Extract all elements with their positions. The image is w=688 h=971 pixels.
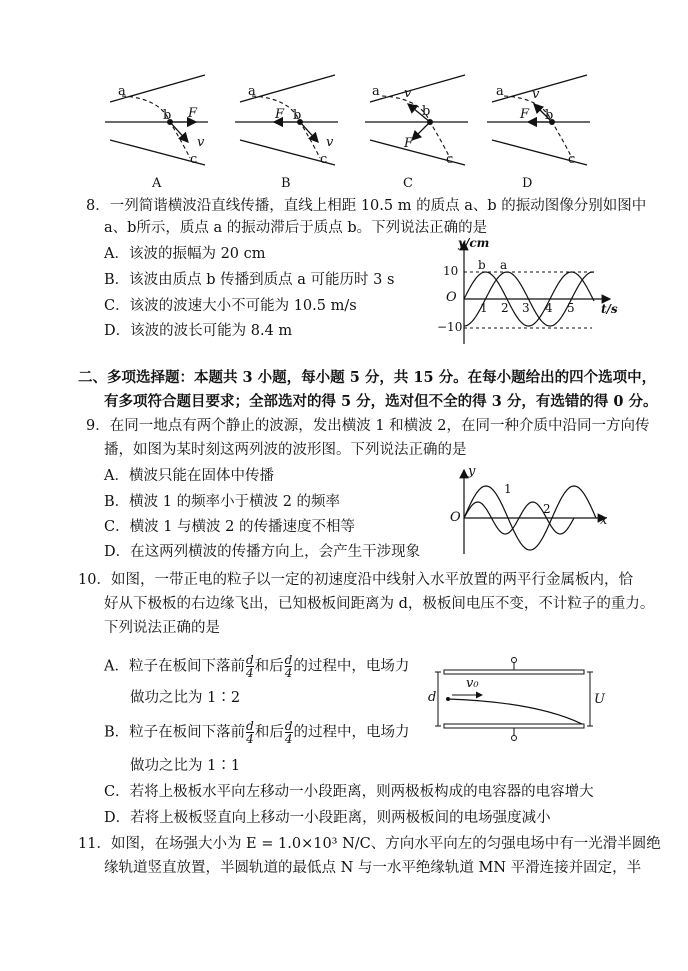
a-label-v: v [197,135,205,150]
q10-fig-u-label: U [594,692,605,707]
q10-option-b [104,720,410,745]
section2-heading-line2: 有多项符合题目要求；全部选对的得 5 分，选对但不全的得 3 分，有选错的得 0 分。 [104,393,658,410]
q10-option-a [104,654,409,679]
q8-option-d: D．该波的波长可能为 8.4 m [104,323,293,339]
q8-graph-ylabel: y/cm [458,236,490,250]
q8-stem-line1: 8．一列简谐横波沿直线传播，直线上相距 10.5 m 的质点 a、b 的振动图像分别如图中 [86,198,647,214]
q8-option-c: C．该波的波速大小不可能为 10.5 m/s [104,298,357,314]
q8-graph-tick-4: 4 [545,301,553,315]
fraction-d-over-4: $\frac{d}{4}$ [246,719,254,746]
q10-option-b-line2: 做功之比为 1∶1 [130,758,241,774]
q9-graph-wave2-label: 2 [543,502,551,516]
q10-option-b-post: 的过程中，电场力 [293,724,410,741]
q8-vibration-graph [442,236,622,348]
c-label-c: c [446,152,454,167]
q10-option-d: D．若将上极板竖直向上移动一小段距离，则两极板间的电场强度减小 [104,810,551,826]
q9-option-d: D．在这两列横波的传播方向上，会产生干涉现象 [104,544,421,560]
option-label-a: A [152,176,162,191]
d-label-f: F [520,107,530,122]
q8-graph-curve-b-label: b [478,258,486,272]
q8-graph-xlabel: t/s [601,302,618,316]
b-label-c: c [320,152,328,167]
b-label-b: b [293,108,302,123]
fraction-d-over-4: $\frac{d}{4}$ [245,653,254,680]
c-label-b: b [422,104,431,119]
q10-stem-line1: 10．如图，一带正电的粒子以一定的初速度沿中线射入水平放置的两平行金属板内，恰 [78,572,633,588]
q8-stem-line2: a、b所示，质点 a 的振动滞后于质点 b。下列说法正确的是 [104,220,488,236]
q8-graph-ymin: −10 [437,320,463,334]
c-label-a: a [372,84,380,99]
q10-capacitor-figure [426,656,610,742]
q10-option-c: C．若将上极板水平向左移动一小段距离，则两极板构成的电容器的电容增大 [104,784,594,800]
q8-graph-curve-a-label: a [500,258,508,272]
d-label-v: v [532,87,540,102]
d-label-a: a [496,84,504,99]
q9-stem-line1: 9．在同一地点有两个静止的波源，发出横波 1 和横波 2，在同一种介质中沿同一方向传 [86,418,650,434]
c-label-f: F [404,136,414,151]
q9-graph-ylabel: y [468,464,476,479]
q11-stem-line2: 缘轨道竖直放置，半圆轨道的最低点 N 与一水平绝缘轨道 MN 平滑连接并固定，半 [104,860,642,876]
option-label-c: C [403,176,413,191]
q8-option-a: A．该波的振幅为 20 cm [104,246,266,262]
section2-heading-line1: 二、多项选择题：本题共 3 小题，每小题 5 分，共 15 分。在每小题给出的四个选项中， [78,369,657,386]
q9-graph-origin: O [450,510,461,525]
c-label-v: v [404,86,412,101]
q8-option-b: B．该波由质点 b 传播到质点 a 可能历时 3 s [104,272,395,288]
q8-graph-tick-5: 5 [567,301,575,315]
option-label-b: B [281,176,291,191]
a-label-c: c [190,152,198,167]
q10-option-a-line2: 做功之比为 1∶2 [130,690,241,706]
q10-option-a-post: 的过程中，电场力 [293,658,410,675]
q10-option-b-mid: 和后 [254,724,284,741]
q11-stem-line1: 11．如图，在场强大小为 E = 1.0×10³ N/C、方向水平向左的匀强电场中有一光滑半圆绝 [78,836,661,852]
q9-waveform-graph [446,466,616,556]
b-label-a: a [248,84,256,99]
q8-graph-tick-2: 2 [501,301,509,315]
q10-stem-line3: 下列说法正确的是 [104,620,220,636]
fraction-d-over-4: $\frac{d}{4}$ [284,653,293,680]
q9-graph-xlabel: x [600,513,608,528]
a-label-a: a [118,84,126,99]
q9-option-b: B．横波 1 的频率小于横波 2 的频率 [104,494,341,510]
q10-option-a-mid: 和后 [254,658,284,675]
q9-option-c: C．横波 1 与横波 2 的传播速度不相等 [104,519,355,535]
q8-graph-tick-1: 1 [480,301,488,315]
b-label-v: v [326,135,334,150]
q10-option-a-pre: A．粒子在板间下落前 [104,658,245,675]
q9-option-a: A．横波只能在固体中传播 [104,468,274,484]
q10-fig-d-label: d [428,690,437,705]
q9-graph-wave1-label: 1 [504,482,512,496]
q10-option-b-pre: B．粒子在板间下落前 [104,724,246,741]
q8-graph-ymax: 10 [443,264,459,278]
q8-graph-tick-3: 3 [522,301,530,315]
d-label-b: b [545,108,554,123]
q8-graph-origin: O [446,290,457,305]
d-label-c: c [568,152,576,167]
a-label-f: F [188,106,198,121]
b-label-f: F [275,107,285,122]
fraction-d-over-4: $\frac{d}{4}$ [284,719,293,746]
q9-stem-line2: 播，如图为某时刻这两列波的波形图。下列说法正确的是 [104,442,467,458]
q10-fig-v0-label: v₀ [466,676,479,691]
q10-stem-line2: 好从下极板的右边缘飞出，已知极板间距离为 d，极板间电压不变，不计粒子的重力。 [104,596,655,612]
a-label-b: b [163,108,172,123]
option-label-d: D [522,176,533,191]
force-velocity-figure [100,70,590,190]
